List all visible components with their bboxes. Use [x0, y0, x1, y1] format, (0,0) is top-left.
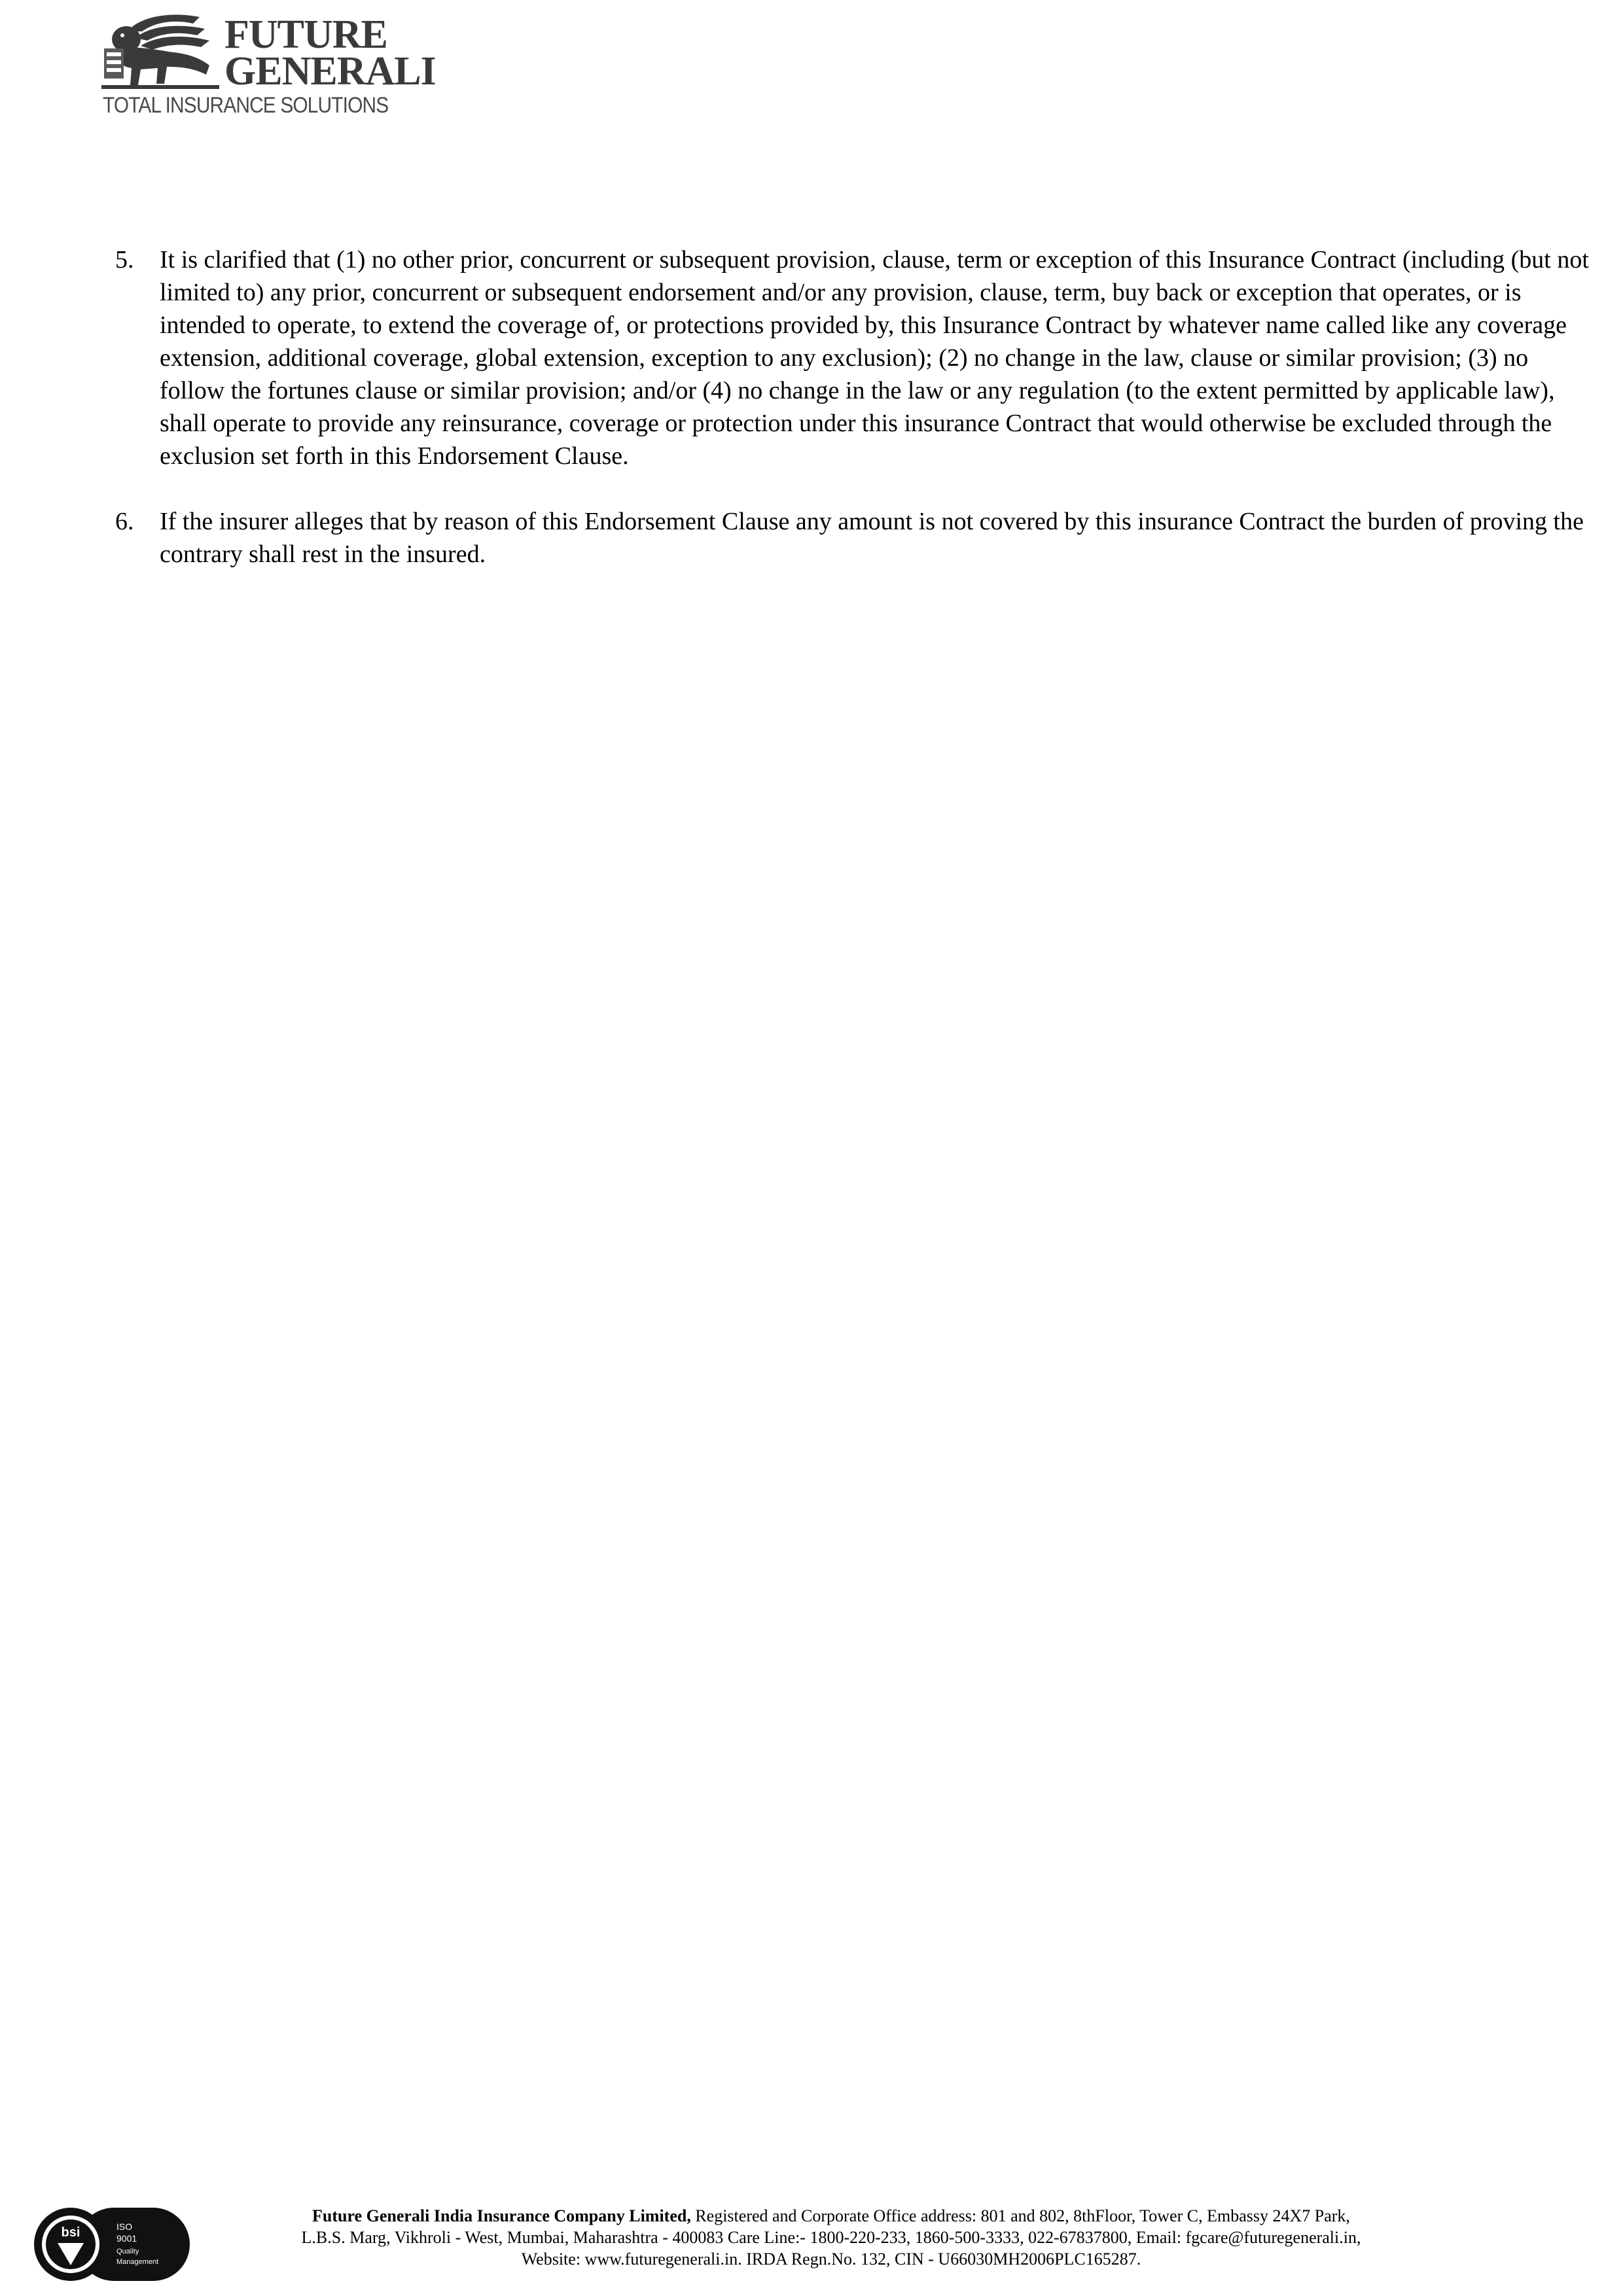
logo-brand-line2: GENERALI — [224, 49, 436, 94]
svg-text:Quality: Quality — [116, 2248, 139, 2255]
footer-company-name: Future Generali India Insurance Company Limited, — [312, 2206, 691, 2225]
svg-text:bsi: bsi — [61, 2225, 80, 2240]
svg-text:Management: Management — [116, 2258, 159, 2266]
clause-number: 5. — [115, 246, 134, 274]
clause-6 — [115, 505, 1594, 571]
clause-text: It is clarified that (1) no other prior, concurrent or subsequent provision, clause, term or exception of this Insurance Contract (including (but not limited to) any prior, concurrent or subsequent endorsement and/or any provision, clause, term, buy back or exception that operates, or is intended to operate, to extend the coverage of, or protections provided by, this Insurance Contract by whatever name called like any coverage extension, additional coverage, global extension, exception to any exclusion); (2) no change in the law, clause or similar provision; (3) no follow the fortunes clause or similar provision; and/or (4) no change in the law or any regulation (to the extent permitted by applicable law), shall operate to provide any reinsurance, coverage or protection under this insurance Contract that would otherwise be excluded through the exclusion set forth in this Endorsement Clause. — [160, 246, 1589, 470]
logo-brand-line1: FUTURE — [224, 12, 387, 57]
footer-line-3: Website: www.futuregenerali.in. IRDA Regn.No. 132, CIN - U66030MH2006PLC165287. — [521, 2250, 1141, 2269]
logo-tagline: TOTAL INSURANCE SOLUTIONS — [103, 93, 389, 118]
page-footer — [0, 2199, 1623, 2290]
clause-number: 6. — [115, 508, 134, 535]
company-logo — [101, 12, 436, 123]
footer-address — [209, 2205, 1453, 2270]
clause-text: If the insurer alleges that by reason of this Endorsement Clause any amount is not covered by this insurance Contract the burden of proving the contrary shall rest in the insured. — [160, 508, 1584, 568]
svg-text:9001: 9001 — [116, 2233, 137, 2244]
winged-lion-icon — [101, 12, 226, 93]
endorsement-clauses — [115, 243, 1594, 571]
footer-line-1 — [209, 2205, 1453, 2227]
footer-registered-address: Registered and Corporate Office address: 801 and 802, 8thFloor, Tower C, Embassy 24X7 Park, — [690, 2206, 1350, 2225]
clause-5 — [115, 243, 1594, 472]
svg-text:ISO: ISO — [116, 2221, 133, 2232]
bsi-certification-badge-icon — [31, 2205, 191, 2284]
footer-line-2: L.B.S. Marg, Vikhroli - West, Mumbai, Maharashtra - 400083 Care Line:- 1800-220-233, 1860-500-3333, 022-67837800, Email: fgcare@futuregenerali.in, — [301, 2228, 1361, 2247]
